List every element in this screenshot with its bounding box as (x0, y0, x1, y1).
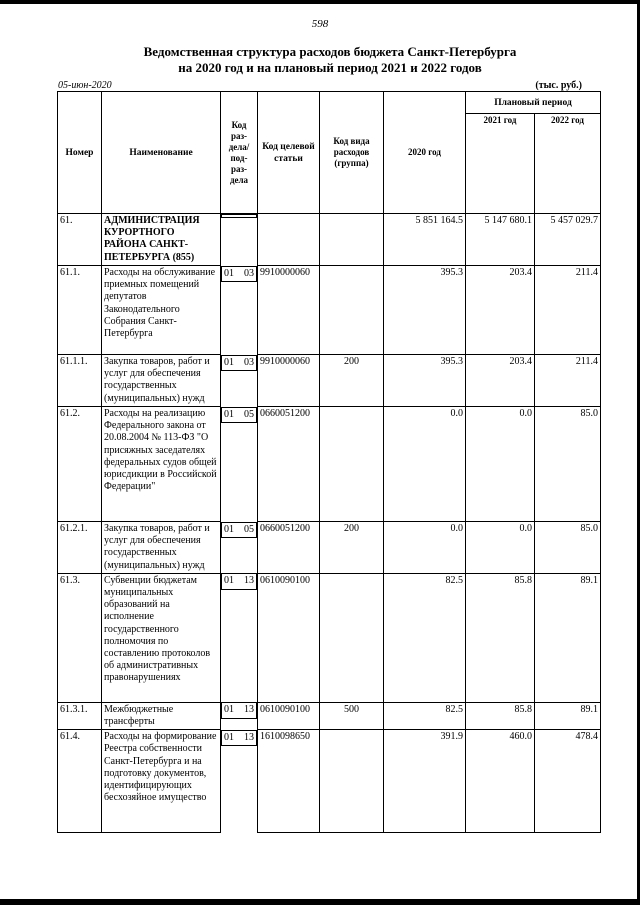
row-section: 01 13 (221, 730, 257, 746)
row-name: Закупка товаров, работ и услуг для обеспечения государственных (муниципальных) нужд (102, 522, 221, 574)
row-2021: 0.0 (466, 407, 535, 522)
row-name: Расходы на формирование Реестра собственности Санкт-Петербурга и на подготовку документов, идентифицирующих бесхозяйное имущество (102, 730, 221, 833)
row-section (221, 214, 257, 218)
row-number: 61.2.1. (58, 522, 102, 574)
row-number: 61.1. (58, 266, 102, 355)
page-number: 598 (311, 18, 329, 30)
row-2022: 89.1 (535, 702, 601, 729)
title-line-1: Ведомственная структура расходов бюджета Санкт-Петербурга (143, 44, 517, 59)
table-row (58, 266, 601, 355)
header-year-2020: 2020 год (384, 92, 466, 214)
row-name: Закупка товаров, работ и услуг для обеспечения государственных (муниципальных) нужд (102, 355, 221, 407)
row-name: Субвенции бюджетам муниципальных образований на исполнение государственного полномочия по составлению протоколов об административных правонарушениях (102, 573, 221, 702)
row-target: 0660051200 (258, 407, 320, 522)
table-row (58, 702, 601, 729)
units-label: (тыс. руб.) (535, 80, 582, 91)
table-row (58, 214, 601, 266)
header-expense-type: Код вида расходов (группа) (320, 92, 384, 214)
row-section: 01 13 (221, 573, 257, 589)
row-target: 1610098650 (258, 730, 320, 833)
row-2022: 85.0 (535, 522, 601, 574)
row-2022: 85.0 (535, 407, 601, 522)
header-name: Наименование (102, 92, 221, 214)
row-section: 01 03 (221, 266, 257, 282)
header-year-2022: 2022 год (535, 114, 601, 214)
row-2021: 203.4 (466, 266, 535, 355)
table-row (58, 730, 601, 833)
table-row (58, 522, 601, 574)
row-2020: 82.5 (384, 702, 466, 729)
row-expense-type (320, 407, 384, 522)
header-plan-period: Плановый период (466, 92, 601, 114)
row-2022: 478.4 (535, 730, 601, 833)
row-section: 01 03 (221, 355, 257, 371)
row-name: АДМИНИСТРАЦИЯ КУРОРТНОГО РАЙОНА САНКТ-ПЕТЕРБУРГА (855) (102, 214, 221, 266)
row-target: 0610090100 (258, 573, 320, 702)
row-name: Расходы на реализацию Федерального закона от 20.08.2004 № 113-ФЗ "О присяжных заседателях федеральных судов общей юрисдикции в Российской Федерации" (102, 407, 221, 522)
row-2021: 460.0 (466, 730, 535, 833)
row-section: 01 13 (221, 702, 257, 718)
row-section: 01 05 (221, 407, 257, 423)
row-target: 9910000060 (258, 355, 320, 407)
header-year-2021: 2021 год (466, 114, 535, 214)
row-2021: 85.8 (466, 702, 535, 729)
header-section: Код раз-дела/ под-раз-дела (221, 92, 258, 214)
row-expense-type (320, 214, 384, 266)
header-number: Номер (58, 92, 102, 214)
row-expense-type (320, 730, 384, 833)
row-2020: 82.5 (384, 573, 466, 702)
row-name: Межбюджетные трансферты (102, 702, 221, 729)
header-target: Код целевой статьи (258, 92, 320, 214)
table-row (58, 573, 601, 702)
row-2022: 211.4 (535, 266, 601, 355)
row-2020: 0.0 (384, 407, 466, 522)
row-expense-type: 200 (320, 522, 384, 574)
row-2020: 395.3 (384, 355, 466, 407)
row-expense-type (320, 266, 384, 355)
document-date: 05-июн-2020 (58, 80, 112, 91)
row-2020: 391.9 (384, 730, 466, 833)
row-target (258, 214, 320, 266)
row-2020: 0.0 (384, 522, 466, 574)
row-target: 0660051200 (258, 522, 320, 574)
row-expense-type: 200 (320, 355, 384, 407)
row-number: 61.1.1. (58, 355, 102, 407)
row-2020: 5 851 164.5 (384, 214, 466, 266)
row-target: 9910000060 (258, 266, 320, 355)
row-number: 61.3. (58, 573, 102, 702)
row-name: Расходы на обслуживание приемных помещений депутатов Законодательного Собрания Санкт-Петербурга (102, 266, 221, 355)
row-2021: 85.8 (466, 573, 535, 702)
row-section: 01 05 (221, 522, 257, 538)
row-number: 61.4. (58, 730, 102, 833)
row-number: 61.2. (58, 407, 102, 522)
document-title (30, 44, 630, 76)
row-2022: 89.1 (535, 573, 601, 702)
row-2021: 0.0 (466, 522, 535, 574)
row-2020: 395.3 (384, 266, 466, 355)
row-expense-type (320, 573, 384, 702)
table-row (58, 407, 601, 522)
row-target: 0610090100 (258, 702, 320, 729)
row-2022: 211.4 (535, 355, 601, 407)
title-line-2: на 2020 год и на плановый период 2021 и 2022 годов (178, 60, 482, 75)
row-number: 61. (58, 214, 102, 266)
row-2022: 5 457 029.7 (535, 214, 601, 266)
row-expense-type: 500 (320, 702, 384, 729)
row-2021: 203.4 (466, 355, 535, 407)
row-number: 61.3.1. (58, 702, 102, 729)
table-row (58, 355, 601, 407)
budget-table (57, 91, 601, 833)
row-2021: 5 147 680.1 (466, 214, 535, 266)
